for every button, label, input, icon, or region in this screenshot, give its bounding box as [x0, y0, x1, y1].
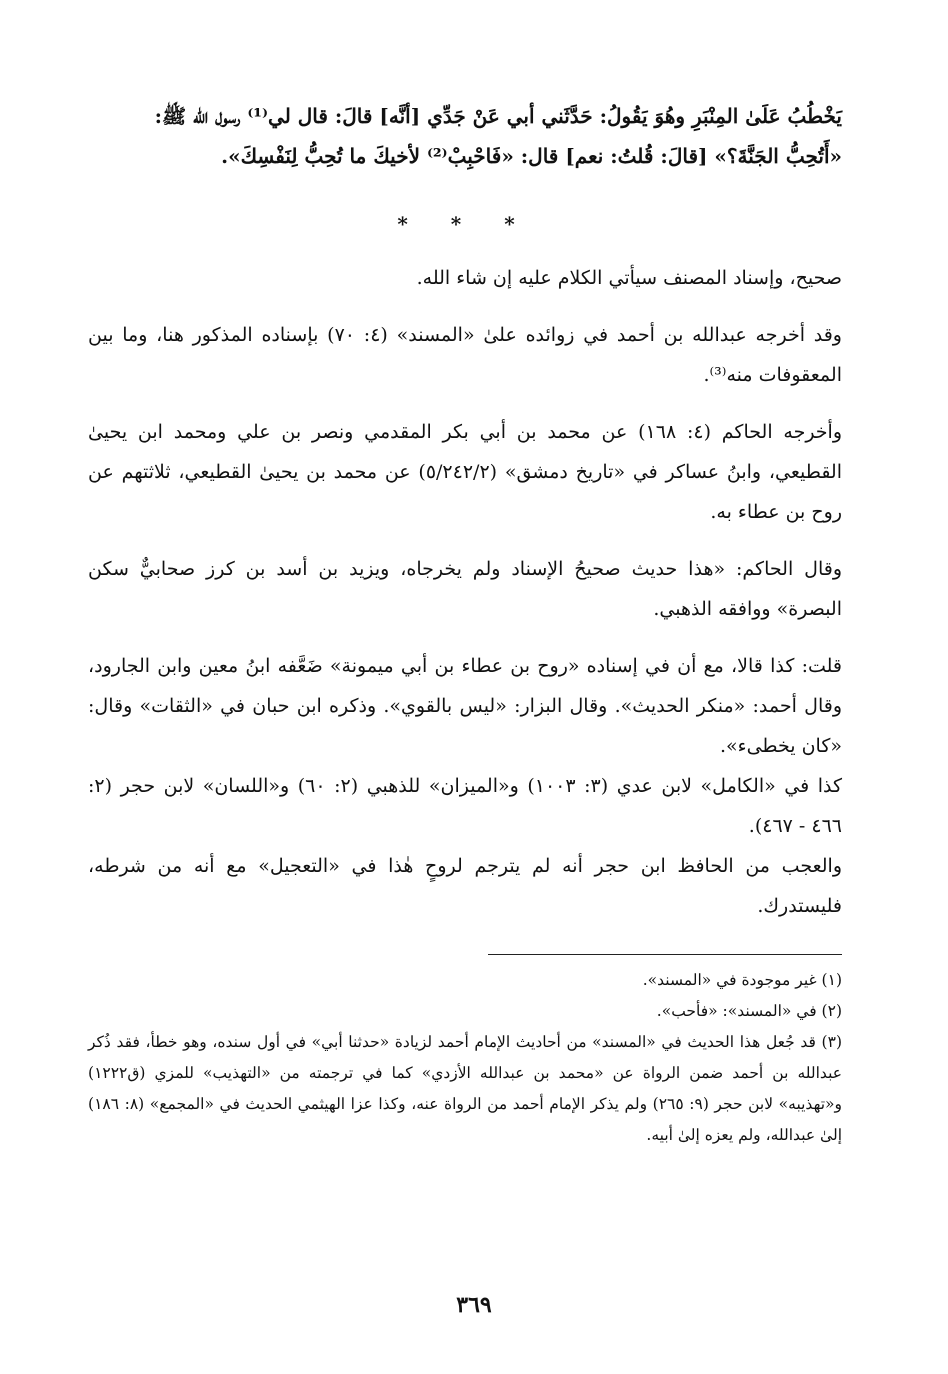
paragraph-hakim-quote: وقال الحاكم: «هذا حديث صحيحُ الإسناد ولم يخرجاه، ويزيد بن أسد بن كرز صحابيٌّ سكن البصرة» ووافقه الذهبي. — [88, 558, 842, 620]
paragraph-commentary: قلت: كذا قالا، مع أن في إسناده «روح بن عطاء بن أبي ميمونة» ضَعَّفه ابنُ معين وابن الجارود، وقال أحمد: «منكر الحديث». وقال البزار: «ليس بالقوي». وذكره ابن حبان في «الثقات» وقال: «كان يخطىء». — [88, 655, 842, 757]
paragraph-remark: والعجب من الحافظ ابن حجر أنه لم يترجم لروحٍ هٰذا في «التعجيل» مع أنه من شرطه، فليستدرك. — [88, 855, 842, 917]
paragraph-sources: كذا في «الكامل» لابن عدي (٣: ١٠٠٣) و«الميزان» للذهبي (٢: ٦٠) و«اللسان» لابن حجر (٢: ٤٦٦ - ٤٦٧). — [88, 775, 843, 837]
hadith-line-1: يَخْطُبُ عَلَىٰ المِنْبَرِ وهُوَ يَقُولُ: حَدَّثَني أبي عَنْ جَدِّي [أنَّه] قالَ: قال لي⁽¹⁾ رسول الله ﷺ: — [154, 104, 842, 128]
footnote-separator — [488, 954, 842, 955]
footnote-2: (٢) في «المسند»: «فأحب». — [656, 1002, 842, 1020]
hadith-line-2: «أَتُحِبُّ الجَنَّةَ؟» [قالَ: قُلتُ: نعم] قال: «فَاحْبِبْ⁽²⁾ لأخيكَ ما تُحِبُّ لِنَفْسِكَ». — [221, 144, 842, 168]
paragraph-hakim-narration: وأخرجه الحاكم (٤: ١٦٨) عن محمد بن أبي بكر المقدمي ونصر بن علي ومحمد ابن يحيىٰ القطيعي، وابنُ عساكر في «تاريخ دمشق» (٥/٢٤٢/٢) عن محمد بن يحيىٰ القطيعي، ثلاثتهم عن روح بن عطاء به. — [88, 421, 843, 523]
paragraph-grading: صحيح، وإسناد المصنف سيأتي الكلام عليه إن شاء الله. — [416, 267, 842, 289]
footnote-1: (١) غير موجودة في «المسند». — [642, 971, 842, 989]
footnote-3: (٣) قد جُعل هذا الحديث في «المسند» من أحاديث الإمام أحمد لزيادة «حدثنا أبي» في أول سنده، وهو خطأ، فقد ذُكر عبدالله بن أحمد ضمن الرواة عن «محمد بن عبدالله الأزدي» كما في ترجمته من «التهذيب» للمزي (ق١٢٢٢) و«تهذيبه» لابن حجر (٩: ٢٦٥) ولم يذكر الإمام أحمد من الرواة عنه، وكذا عزا الهيثمي الحديث في «المجمع» (٨: ١٨٦) إلىٰ عبدالله، ولم يعزه إلىٰ أبيه. — [88, 1033, 842, 1144]
page-body — [88, 96, 842, 1151]
section-separator-stars: * * * — [397, 212, 533, 236]
paragraph-abdullah-narration: وقد أخرجه عبدالله بن أحمد في زوائده علىٰ «المسند» (٤: ٧٠) بإسناده المذكور هنا، وما بين المعقوفات منه⁽³⁾. — [88, 324, 842, 386]
page-number: ٣٦٩ — [456, 1292, 492, 1318]
